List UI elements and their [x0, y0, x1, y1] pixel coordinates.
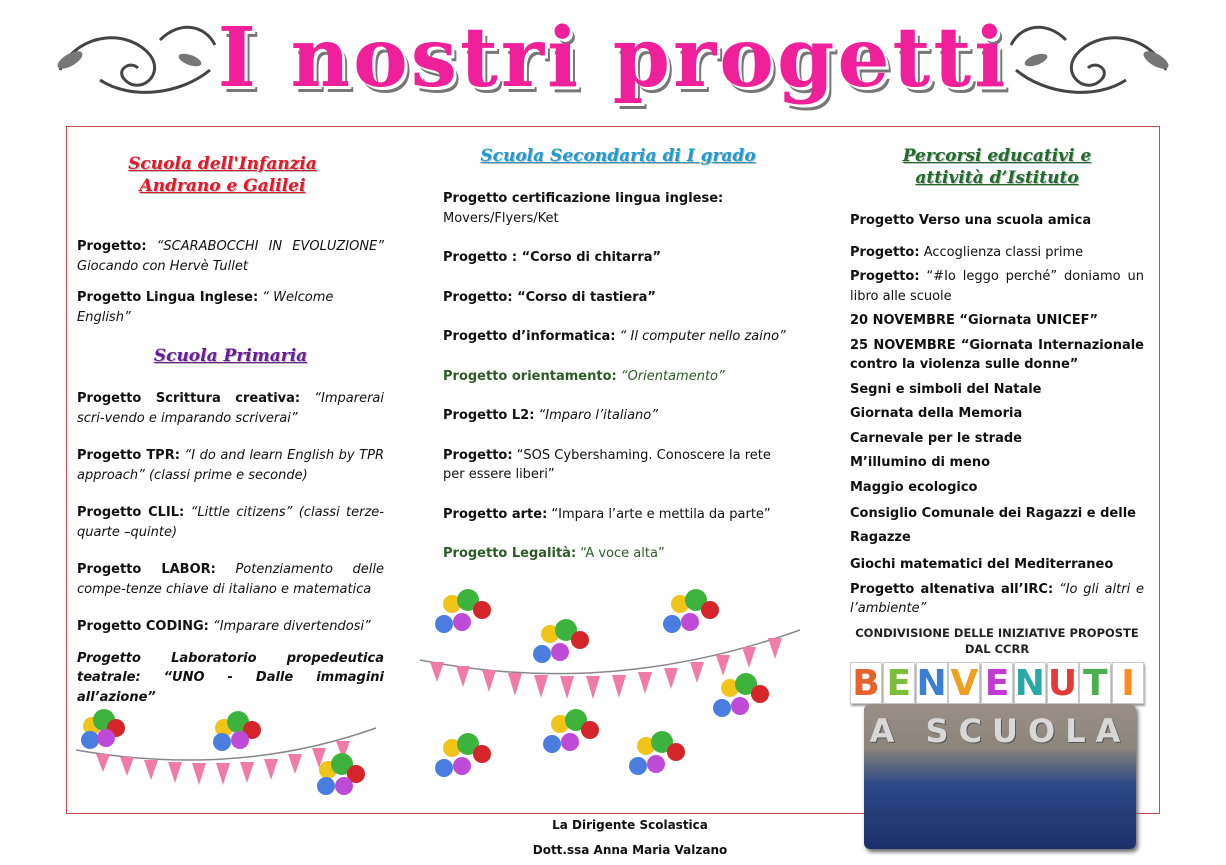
project-io-leggo: Progetto: “#Io leggo perché” doniamo un libro alle scuole — [850, 269, 1144, 304]
item-illumino: M’illumino di meno — [850, 455, 991, 470]
project-scarabocchi: Progetto: “SCARABOCCHI IN EVOLUZIONE” Giocando con Hervè Tullet — [77, 239, 384, 274]
benvenuti-letter: N — [916, 663, 947, 704]
balloons-bunting-center — [420, 588, 820, 798]
project-scuola-amica: Progetto Verso una scuola amica — [850, 213, 1092, 228]
project-certificazione-inglese: Progetto certificazione lingua inglese: Movers/Flyers/Ket — [443, 191, 724, 226]
benvenuti-letters — [850, 662, 1144, 704]
project-welcome-english: Progetto Lingua Inglese: “ Welcome English” — [77, 290, 334, 325]
benvenuti-letter: U — [1047, 663, 1078, 704]
item-violenza-donne: 25 NOVEMBRE “Giornata Internazionale contro la violenza sulle donne” — [850, 337, 1144, 372]
item-giornata-unicef: 20 NOVEMBRE “Giornata UNICEF” — [850, 313, 1099, 328]
column-secondaria — [443, 145, 793, 576]
project-legalita: Progetto Legalità: “A voce alta” — [443, 546, 665, 561]
item-carnevale: Carnevale per le strade — [850, 430, 1022, 446]
project-arte: Progetto arte: “Impara l’arte e mettila da parte” — [443, 506, 771, 522]
balloons-bunting-left — [76, 688, 396, 808]
item-giochi-matematici: Giochi matematici del Mediterraneo — [850, 557, 1114, 572]
benvenuti-a-scuola-image — [850, 662, 1144, 852]
project-clil: Progetto CLIL: “Little citizens” (classi terze-quarte –quinte) — [77, 505, 384, 540]
project-l2: Progetto L2: “Imparo l’italiano” — [443, 408, 658, 423]
benvenuti-letter: B — [850, 662, 882, 704]
item-memoria: Giornata della Memoria — [850, 406, 1023, 421]
project-coding: Progetto CODING: “Imparare divertendosi” — [77, 619, 371, 634]
project-tastiera: Progetto: “Corso di tastiera” — [443, 289, 656, 305]
project-scrittura-creativa: Progetto Scrittura creativa: “Imparerai scri-vendo e imparando scriverai” — [77, 391, 384, 426]
benvenuti-letter: N — [1014, 663, 1045, 704]
item-maggio-ecologico: Maggio ecologico — [850, 479, 978, 495]
project-accoglienza: Progetto: Accoglienza classi prime — [850, 244, 1084, 260]
condivisione-ccrr: CONDIVISIONE DELLE INIZIATIVE PROPOSTE DAL CCRR — [855, 625, 1139, 656]
project-labor: Progetto LABOR: Potenziamento delle compe-tenze chiave di italiano e matematica — [77, 562, 384, 597]
signature-name: Dott.ssa Anna Maria Valzano — [532, 843, 728, 857]
project-chitarra: Progetto : “Corso di chitarra” — [443, 250, 662, 265]
project-informatica: Progetto d’informatica: “ Il computer nello zaino” — [443, 329, 786, 344]
column-infanzia-primaria — [77, 153, 384, 719]
project-orientamento: Progetto orientamento: “Orientamento” — [443, 368, 725, 384]
benvenuti-letter: E — [883, 662, 915, 704]
benvenuti-letter: V — [948, 662, 980, 704]
column-percorsi-educativi — [850, 145, 1144, 657]
benvenuti-letter: T — [1079, 662, 1111, 704]
heading-percorsi-educativi: Percorsi educativi e attività d’Istituto — [902, 146, 1092, 188]
item-natale: Segni e simboli del Natale — [850, 381, 1042, 397]
page-title: I nostri progetti — [217, 10, 1009, 106]
benvenuti-letter: E — [981, 662, 1013, 704]
heading-scuola-secondaria: Scuola Secondaria di I grado — [480, 146, 756, 166]
children-photo — [864, 704, 1136, 849]
heading-scuola-infanzia: Scuola dell'Infanzia Andrano e Galilei — [128, 154, 317, 196]
project-cybershaming: Progetto: “SOS Cybershaming. Conoscere la rete per essere liberi” — [443, 447, 771, 482]
heading-scuola-primaria: Scuola Primaria — [153, 346, 308, 366]
project-laboratorio-teatrale: Progetto Laboratorio propedeutica teatrale: “UNO - Dalle immagini all’azione” — [77, 650, 384, 705]
benvenuti-letter: I — [1112, 662, 1144, 704]
project-tpr: Progetto TPR: “I do and learn English by TPR approach” (classi prime e seconde) — [77, 448, 384, 483]
a-scuola-text: A SCUOLA — [869, 712, 1131, 750]
signature-role: La Dirigente Scolastica — [552, 818, 708, 832]
project-alternativa-irc: Progetto altenativa all’IRC: “Io gli altri e l’ambiente” — [850, 581, 1144, 616]
item-consiglio-comunale: Consiglio Comunale dei Ragazzi e delle Ragazze — [850, 506, 1136, 545]
